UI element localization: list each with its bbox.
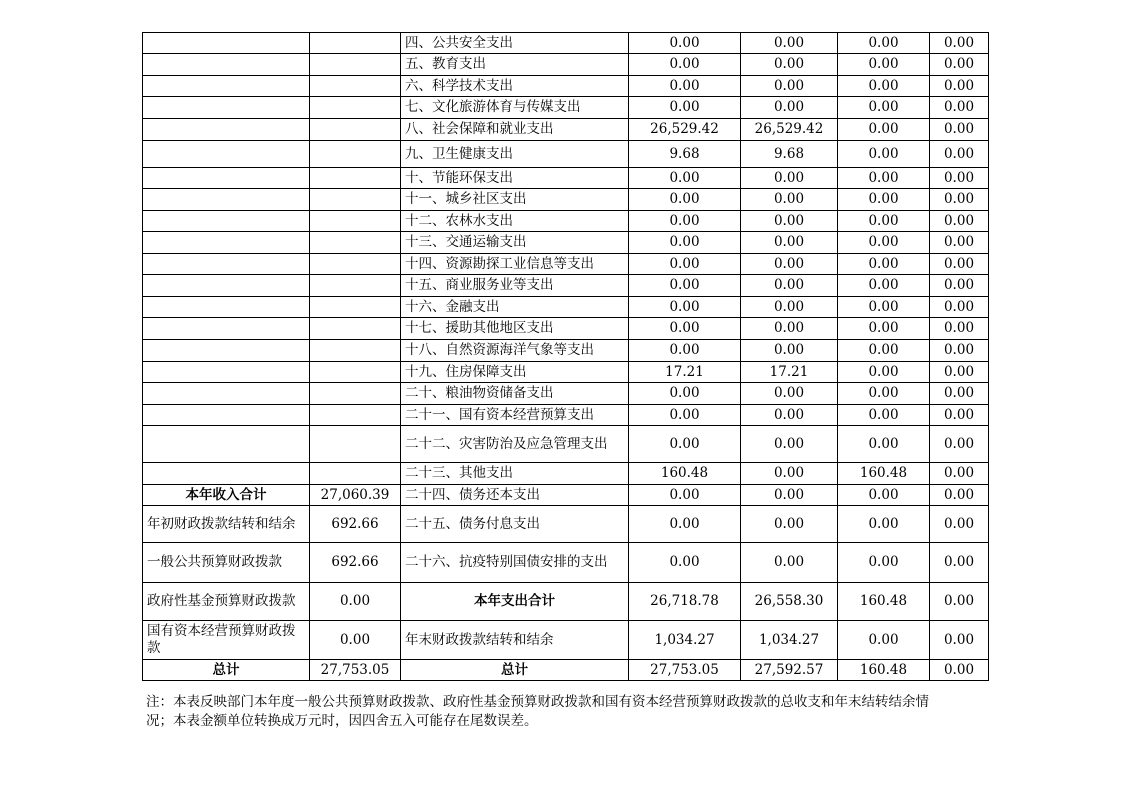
table-row	[143, 383, 989, 405]
expense-item-cell: 六、科学技术支出	[401, 76, 629, 97]
income-amount-cell	[310, 141, 401, 168]
government-fund-cell: 0.00	[838, 168, 930, 189]
table-row	[143, 340, 989, 362]
income-amount-cell	[310, 405, 401, 426]
state-capital-cell: 0.00	[930, 119, 989, 141]
expense-item-cell: 十六、金融支出	[401, 297, 629, 318]
table-row	[143, 362, 989, 383]
income-amount-cell	[310, 426, 401, 463]
income-amount-cell: 0.00	[310, 583, 401, 621]
general-budget-cell: 0.00	[741, 318, 838, 340]
expense-item-cell: 十九、住房保障支出	[401, 362, 629, 383]
expense-item-cell: 十五、商业服务业等支出	[401, 275, 629, 297]
expense-item-cell: 十、节能环保支出	[401, 168, 629, 189]
state-capital-cell: 0.00	[930, 543, 989, 583]
expense-total-cell: 0.00	[629, 97, 741, 119]
income-amount-cell	[310, 254, 401, 275]
expense-total-cell: 0.00	[629, 485, 741, 506]
expense-item-cell: 二十五、债务付息支出	[401, 506, 629, 543]
state-capital-cell: 0.00	[930, 340, 989, 362]
state-capital-cell: 0.00	[930, 33, 989, 54]
general-budget-cell: 0.00	[741, 168, 838, 189]
state-capital-cell: 0.00	[930, 76, 989, 97]
table-row	[143, 621, 989, 660]
government-fund-cell: 0.00	[838, 362, 930, 383]
expense-total-cell: 0.00	[629, 383, 741, 405]
expense-total-cell: 0.00	[629, 54, 741, 76]
income-amount-cell: 0.00	[310, 621, 401, 660]
income-cell	[143, 340, 310, 362]
expense-total-cell: 0.00	[629, 76, 741, 97]
income-cell	[143, 54, 310, 76]
expense-total-cell: 0.00	[629, 189, 741, 211]
state-capital-cell: 0.00	[930, 232, 989, 254]
government-fund-cell: 0.00	[838, 254, 930, 275]
government-fund-cell: 0.00	[838, 621, 930, 660]
table-row	[143, 141, 989, 168]
table-row	[143, 168, 989, 189]
government-fund-cell: 0.00	[838, 33, 930, 54]
general-budget-cell: 17.21	[741, 362, 838, 383]
general-budget-cell: 0.00	[741, 543, 838, 583]
expense-total-cell: 0.00	[629, 275, 741, 297]
state-capital-cell: 0.00	[930, 141, 989, 168]
expense-total-cell: 160.48	[629, 463, 741, 485]
income-amount-cell	[310, 189, 401, 211]
income-cell	[143, 383, 310, 405]
income-cell	[143, 405, 310, 426]
table-row	[143, 583, 989, 621]
expense-item-cell: 本年支出合计	[401, 583, 629, 621]
income-amount-cell	[310, 33, 401, 54]
income-cell	[143, 119, 310, 141]
income-amount-cell	[310, 168, 401, 189]
government-fund-cell: 0.00	[838, 340, 930, 362]
government-fund-cell: 0.00	[838, 119, 930, 141]
state-capital-cell: 0.00	[930, 485, 989, 506]
income-amount-cell	[310, 383, 401, 405]
income-amount-cell: 27,060.39	[310, 485, 401, 506]
income-cell	[143, 297, 310, 318]
income-cell	[143, 189, 310, 211]
state-capital-cell: 0.00	[930, 383, 989, 405]
income-cell	[143, 275, 310, 297]
expense-item-cell: 二十、粮油物资储备支出	[401, 383, 629, 405]
expense-total-cell: 26,529.42	[629, 119, 741, 141]
expense-total-cell: 0.00	[629, 405, 741, 426]
government-fund-cell: 0.00	[838, 426, 930, 463]
expense-item-cell: 十四、资源勘探工业信息等支出	[401, 254, 629, 275]
government-fund-cell: 0.00	[838, 297, 930, 318]
general-budget-cell: 27,592.57	[741, 660, 838, 681]
general-budget-cell: 0.00	[741, 54, 838, 76]
table-row	[143, 119, 989, 141]
income-cell: 政府性基金预算财政拨款	[143, 583, 310, 621]
income-cell	[143, 76, 310, 97]
general-budget-cell: 0.00	[741, 463, 838, 485]
income-cell	[143, 33, 310, 54]
income-amount-cell	[310, 463, 401, 485]
general-budget-cell: 0.00	[741, 211, 838, 232]
general-budget-cell: 0.00	[741, 275, 838, 297]
income-cell: 一般公共预算财政拨款	[143, 543, 310, 583]
general-budget-cell: 0.00	[741, 506, 838, 543]
table-row	[143, 33, 989, 54]
expense-total-cell: 0.00	[629, 33, 741, 54]
expense-item-cell: 二十二、灾害防治及应急管理支出	[401, 426, 629, 463]
expense-item-cell: 十一、城乡社区支出	[401, 189, 629, 211]
expense-total-cell: 0.00	[629, 297, 741, 318]
expense-total-cell: 17.21	[629, 362, 741, 383]
state-capital-cell: 0.00	[930, 254, 989, 275]
state-capital-cell: 0.00	[930, 297, 989, 318]
general-budget-cell: 0.00	[741, 33, 838, 54]
government-fund-cell: 0.00	[838, 405, 930, 426]
table-row	[143, 660, 989, 681]
income-amount-cell	[310, 211, 401, 232]
government-fund-cell: 0.00	[838, 232, 930, 254]
state-capital-cell: 0.00	[930, 275, 989, 297]
expense-item-cell: 总计	[401, 660, 629, 681]
state-capital-cell: 0.00	[930, 621, 989, 660]
general-budget-cell: 0.00	[741, 254, 838, 275]
state-capital-cell: 0.00	[930, 405, 989, 426]
general-budget-cell: 26,529.42	[741, 119, 838, 141]
income-cell	[143, 463, 310, 485]
income-cell	[143, 426, 310, 463]
general-budget-cell: 0.00	[741, 232, 838, 254]
expense-item-cell: 二十四、债务还本支出	[401, 485, 629, 506]
table-row	[143, 254, 989, 275]
government-fund-cell: 160.48	[838, 583, 930, 621]
expense-item-cell: 九、卫生健康支出	[401, 141, 629, 168]
government-fund-cell: 0.00	[838, 318, 930, 340]
expense-item-cell: 十七、援助其他地区支出	[401, 318, 629, 340]
income-amount-cell	[310, 54, 401, 76]
state-capital-cell: 0.00	[930, 660, 989, 681]
table-row	[143, 405, 989, 426]
expense-total-cell: 27,753.05	[629, 660, 741, 681]
income-amount-cell	[310, 97, 401, 119]
expense-total-cell: 0.00	[629, 543, 741, 583]
state-capital-cell: 0.00	[930, 463, 989, 485]
table-row	[143, 485, 989, 506]
income-cell	[143, 232, 310, 254]
government-fund-cell: 0.00	[838, 76, 930, 97]
expense-total-cell: 0.00	[629, 340, 741, 362]
income-amount-cell	[310, 362, 401, 383]
government-fund-cell: 160.48	[838, 660, 930, 681]
expense-total-cell: 26,718.78	[629, 583, 741, 621]
government-fund-cell: 0.00	[838, 543, 930, 583]
expense-total-cell: 0.00	[629, 254, 741, 275]
income-amount-cell	[310, 76, 401, 97]
income-cell	[143, 97, 310, 119]
income-cell: 年初财政拨款结转和结余	[143, 506, 310, 543]
general-budget-cell: 0.00	[741, 383, 838, 405]
general-budget-cell: 0.00	[741, 76, 838, 97]
income-amount-cell	[310, 297, 401, 318]
table-row	[143, 97, 989, 119]
expense-item-cell: 十三、交通运输支出	[401, 232, 629, 254]
general-budget-cell: 9.68	[741, 141, 838, 168]
budget-table	[142, 32, 989, 681]
income-cell	[143, 362, 310, 383]
income-cell: 本年收入合计	[143, 485, 310, 506]
state-capital-cell: 0.00	[930, 168, 989, 189]
expense-total-cell: 9.68	[629, 141, 741, 168]
government-fund-cell: 160.48	[838, 463, 930, 485]
income-amount-cell: 692.66	[310, 543, 401, 583]
expense-item-cell: 二十一、国有资本经营预算支出	[401, 405, 629, 426]
expense-item-cell: 七、文化旅游体育与传媒支出	[401, 97, 629, 119]
general-budget-cell: 0.00	[741, 297, 838, 318]
state-capital-cell: 0.00	[930, 189, 989, 211]
income-cell	[143, 211, 310, 232]
expense-item-cell: 二十三、其他支出	[401, 463, 629, 485]
income-amount-cell	[310, 275, 401, 297]
expense-total-cell: 0.00	[629, 318, 741, 340]
income-amount-cell	[310, 232, 401, 254]
table-row	[143, 318, 989, 340]
government-fund-cell: 0.00	[838, 54, 930, 76]
general-budget-cell: 0.00	[741, 189, 838, 211]
state-capital-cell: 0.00	[930, 426, 989, 463]
government-fund-cell: 0.00	[838, 141, 930, 168]
table-row	[143, 189, 989, 211]
expense-item-cell: 八、社会保障和就业支出	[401, 119, 629, 141]
expense-item-cell: 四、公共安全支出	[401, 33, 629, 54]
state-capital-cell: 0.00	[930, 54, 989, 76]
general-budget-cell: 0.00	[741, 405, 838, 426]
table-row	[143, 543, 989, 583]
income-cell	[143, 254, 310, 275]
expense-item-cell: 五、教育支出	[401, 54, 629, 76]
expense-total-cell: 0.00	[629, 168, 741, 189]
government-fund-cell: 0.00	[838, 485, 930, 506]
income-cell	[143, 318, 310, 340]
general-budget-cell: 0.00	[741, 485, 838, 506]
expense-total-cell: 1,034.27	[629, 621, 741, 660]
income-cell: 国有资本经营预算财政拨款	[143, 621, 310, 660]
income-cell: 总计	[143, 660, 310, 681]
government-fund-cell: 0.00	[838, 211, 930, 232]
state-capital-cell: 0.00	[930, 211, 989, 232]
state-capital-cell: 0.00	[930, 97, 989, 119]
table-row	[143, 211, 989, 232]
income-amount-cell	[310, 340, 401, 362]
table-row	[143, 297, 989, 318]
income-amount-cell: 27,753.05	[310, 660, 401, 681]
table-row	[143, 275, 989, 297]
income-cell	[143, 168, 310, 189]
government-fund-cell: 0.00	[838, 97, 930, 119]
general-budget-cell: 26,558.30	[741, 583, 838, 621]
income-cell	[143, 141, 310, 168]
table-row	[143, 232, 989, 254]
general-budget-cell: 1,034.27	[741, 621, 838, 660]
table-row	[143, 463, 989, 485]
table-body	[143, 33, 989, 681]
table-row	[143, 426, 989, 463]
general-budget-cell: 0.00	[741, 340, 838, 362]
state-capital-cell: 0.00	[930, 583, 989, 621]
government-fund-cell: 0.00	[838, 506, 930, 543]
state-capital-cell: 0.00	[930, 506, 989, 543]
table-row	[143, 506, 989, 543]
state-capital-cell: 0.00	[930, 318, 989, 340]
general-budget-cell: 0.00	[741, 97, 838, 119]
expense-item-cell: 十二、农林水支出	[401, 211, 629, 232]
income-amount-cell: 692.66	[310, 506, 401, 543]
expense-total-cell: 0.00	[629, 211, 741, 232]
expense-item-cell: 二十六、抗疫特别国债安排的支出	[401, 543, 629, 583]
income-amount-cell	[310, 119, 401, 141]
table-row	[143, 54, 989, 76]
expense-total-cell: 0.00	[629, 426, 741, 463]
government-fund-cell: 0.00	[838, 383, 930, 405]
footnote: 注：本表反映部门本年度一般公共预算财政拨款、政府性基金预算财政拨款和国有资本经营预算财政拨款的总收支和年末结转结余情况；本表金额单位转换成万元时，因四舍五入可能存在尾数误差。	[146, 694, 929, 729]
expense-total-cell: 0.00	[629, 506, 741, 543]
expense-total-cell: 0.00	[629, 232, 741, 254]
government-fund-cell: 0.00	[838, 275, 930, 297]
government-fund-cell: 0.00	[838, 189, 930, 211]
state-capital-cell: 0.00	[930, 362, 989, 383]
table-row	[143, 76, 989, 97]
general-budget-cell: 0.00	[741, 426, 838, 463]
income-amount-cell	[310, 318, 401, 340]
expense-item-cell: 十八、自然资源海洋气象等支出	[401, 340, 629, 362]
expense-item-cell: 年末财政拨款结转和结余	[401, 621, 629, 660]
